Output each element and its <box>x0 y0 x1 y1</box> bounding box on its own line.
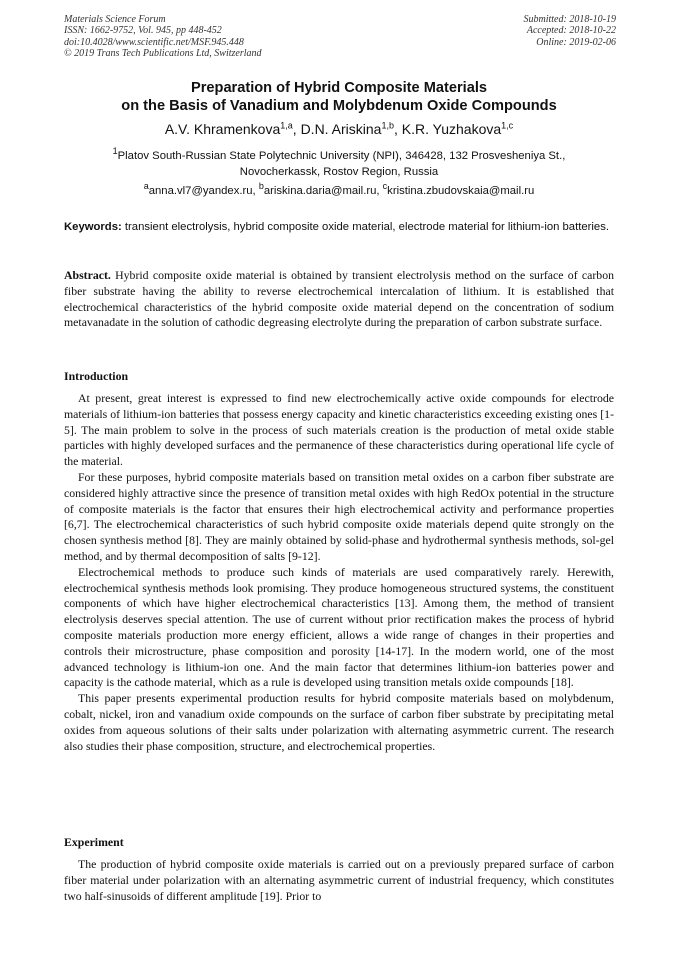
email-link[interactable]: ariskina.daria@mail.ru <box>263 185 377 197</box>
email-sup: a <box>143 181 149 192</box>
abstract <box>64 268 614 331</box>
author-name: D.N. Ariskina <box>300 121 382 137</box>
issn-line: ISSN: 1662-9752, Vol. 945, pp 448-452 <box>64 25 222 37</box>
submitted-date: Submitted: 2018-10-19 <box>523 14 616 25</box>
keywords-text: transient electrolysis, hybrid composite oxide material, electrode material for lithium-ion batteries. <box>124 221 609 233</box>
author-sup: 1,c <box>501 120 514 131</box>
paragraph: At present, great interest is expressed to find new electrochemically active oxide compounds for electrode materials of lithium-ion batteries that possess energy capacity and kinetic characteristics exceeding existing ones [1-5]. The main problem to solve in the process of such materials creation is the production of metal oxide stable particles with highly developed surfaces and the permanence of these characteristics during operational life cycle of the material. <box>64 391 614 469</box>
paragraph: For these purposes, hybrid composite materials based on transition metal oxides on a carbon fiber substrate are considered highly attractive since the presence of transition metal oxides with high RedOx potential in the structure of composite materials is the factor that ensures their high electrochemical activity and performance properties [6,7]. The electrochemical characteristics of such hybrid composite oxide materials depend quite strongly on the chosen synthesis method [8]. They are mainly obtained by solid-phase and hydrothermal synthesis methods, sol-gel method, and by thermal decomposition of salts [9-12]. <box>64 469 614 563</box>
email-list <box>40 181 638 199</box>
paragraph: This paper presents experimental production results for hybrid composite materials based on molybdenum, cobalt, nickel, iron and vanadium oxide compounds on the surface of carbon fiber substrate by precipitating metal oxides from aqueous solutions of their salts under polarization with alternating asymmetric current. The research also studies their phase composition, structure, and electrochemical properties. <box>64 691 614 753</box>
author-separator: , <box>394 121 402 137</box>
author-name: K.R. Yuzhakova <box>401 121 502 137</box>
online-date: Online: 2019-02-06 <box>536 36 616 48</box>
email-sup: b <box>258 181 264 192</box>
author-name: A.V. Khramenkova <box>164 121 281 137</box>
copyright-line: © 2019 Trans Tech Publications Ltd, Switzerland <box>64 48 262 60</box>
journal-info <box>64 14 262 60</box>
experiment-heading: Experiment <box>64 835 124 849</box>
journal-name: Materials Science Forum <box>64 14 166 25</box>
experiment-body <box>64 857 614 904</box>
introduction-heading: Introduction <box>64 369 129 383</box>
keywords-label: Keywords: <box>64 221 122 233</box>
submission-dates <box>524 14 617 48</box>
abstract-text: Hybrid composite oxide material is obtained by transient electrolysis method on the surface of carbon fiber substrate having the ability to reverse electrochemical intercalation of lithium. It is established that electrochemical characteristics of the hybrid composite oxide material depend on the concentration of sodium metavanadate in the solution of cathodic degreasing electrolyte during the preparation of carbon substrate surface. <box>64 268 614 330</box>
paragraph: Electrochemical methods to produce such kinds of materials are used comparatively rarely. Herewith, electrochemical synthesis methods look promising. They produce homogeneous structured systems, the constituent components of which have higher electrochemical characteristics [13]. Among them, the method of transient electrolysis deserves special attention. The use of current without prior rectification makes the process of hybrid composite materials production more energy efficient, allows a wide range of changes in their properties and controls their microstructure, phase composition and porosity [14-17]. In the modern world, one of the most advanced technology is lithium-ion one. And the main factor that determines lithium-ion batteries power and capacity is the cathode material, which as a rule is developed using transition metals oxide compounds [18]. <box>64 564 614 690</box>
author-sup: 1,a <box>280 120 293 131</box>
email-link[interactable]: kristina.zbudovskaia@mail.ru <box>387 185 535 197</box>
title-line-2: on the Basis of Vanadium and Molybdenum Oxide Compounds <box>121 98 557 114</box>
author-separator: , <box>292 121 301 137</box>
affiliation-sup: 1 <box>112 146 118 157</box>
email-sup: c <box>382 181 388 192</box>
introduction-body <box>64 391 614 754</box>
title-line-1: Preparation of Hybrid Composite Materials <box>191 80 487 96</box>
author-sup: 1,b <box>381 120 394 131</box>
email-separator: , <box>252 185 259 197</box>
paragraph: The production of hybrid composite oxide materials is carried out on a previously prepared surface of carbon fiber material under polarization with an alternating asymmetric current of industrial frequency, which constitutes two half-sinusoids of different amplitude [19]. Prior to <box>64 857 614 903</box>
keywords <box>64 220 614 236</box>
email-link[interactable]: anna.vl7@yandex.ru <box>148 185 253 197</box>
affiliation <box>60 146 618 180</box>
affiliation-line-1: Platov South-Russian State Polytechnic University (NPI), 346428, 132 Prosvesheniya St., <box>117 150 566 162</box>
abstract-label: Abstract. <box>64 268 111 282</box>
email-separator: , <box>376 185 383 197</box>
paper-title <box>40 79 638 115</box>
doi-line[interactable]: doi:10.4028/www.scientific.net/MSF.945.448 <box>64 36 244 48</box>
author-list <box>40 120 638 138</box>
affiliation-line-2: Novocherkassk, Rostov Region, Russia <box>239 165 439 178</box>
accepted-date: Accepted: 2018-10-22 <box>526 25 616 37</box>
